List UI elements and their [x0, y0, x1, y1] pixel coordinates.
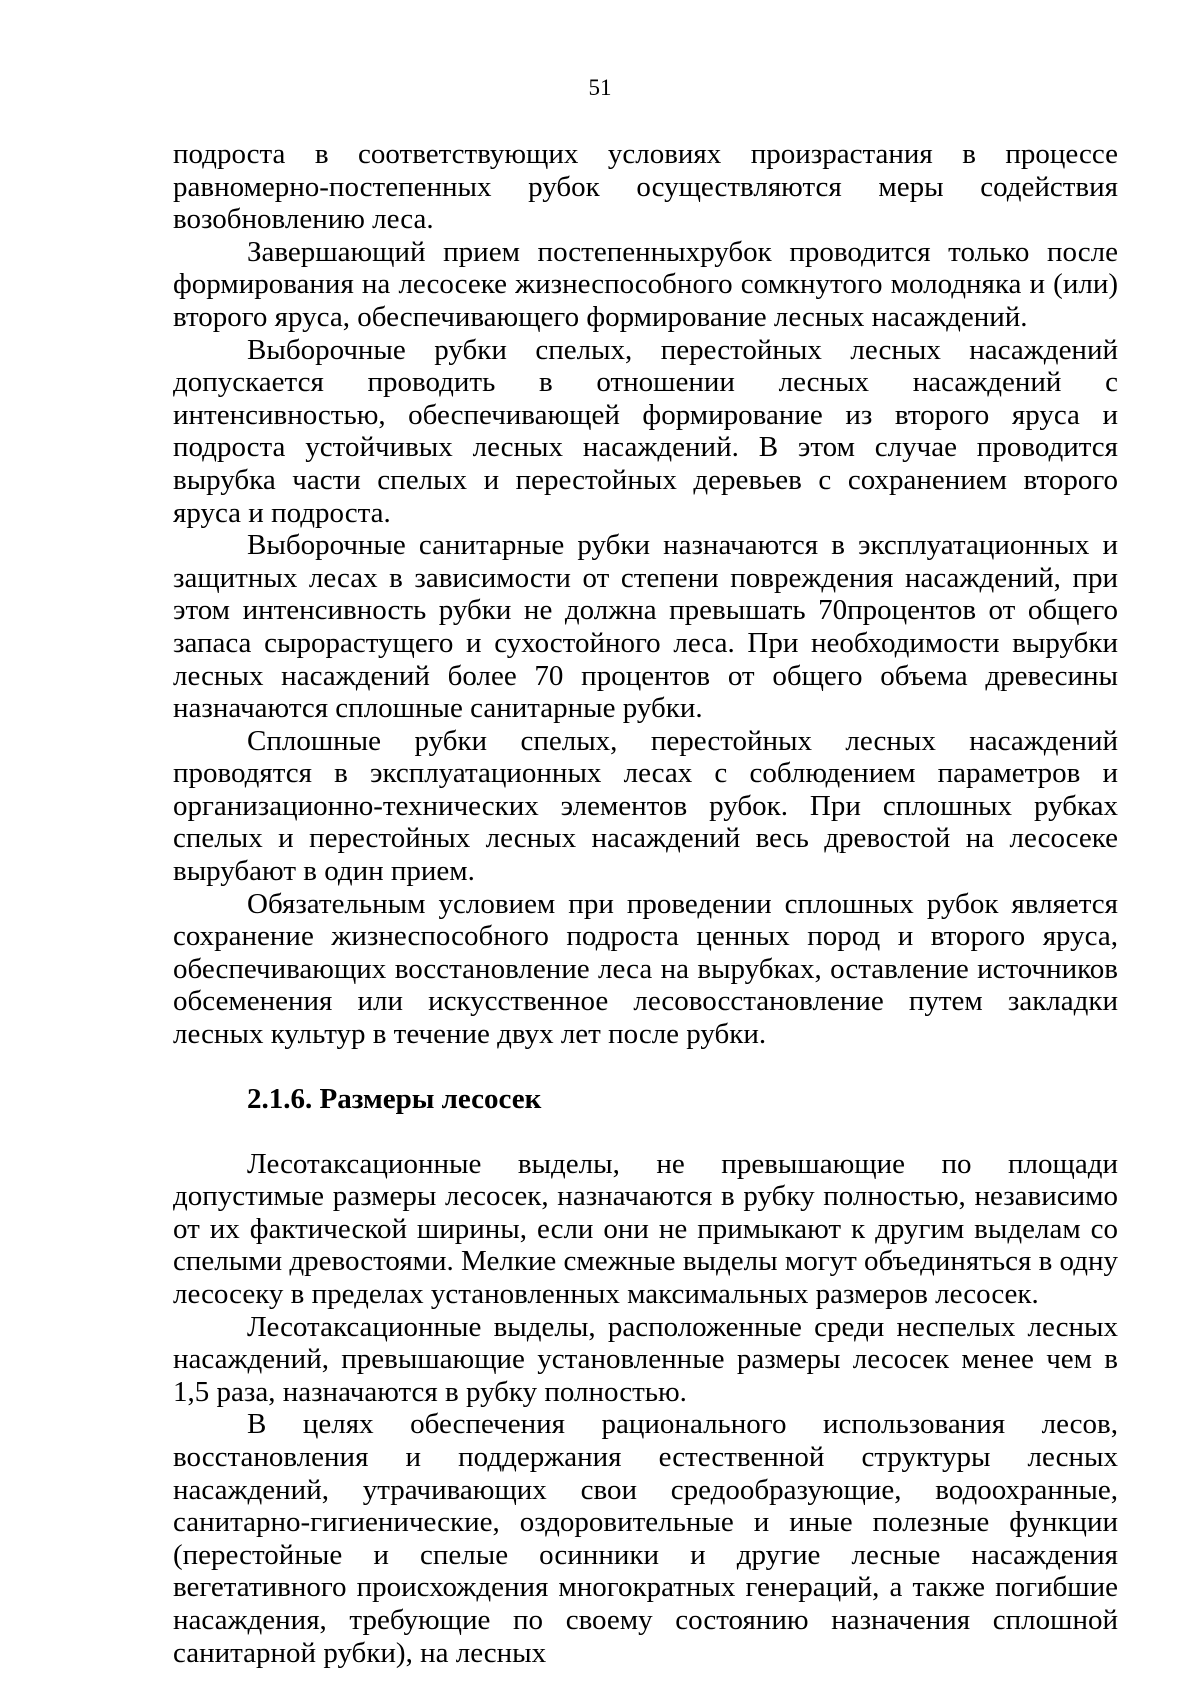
paragraph-continuation: подроста в соответствующих условиях произрастания в процессе равномерно-постепенных рубок осуществляются меры содействия возобновлению леса. — [173, 138, 1118, 236]
paragraph-clear-cuts: Сплошные рубки спелых, перестойных лесных насаждений проводятся в эксплуатационных лесах с соблюдением параметров и организационно-технических элементов рубок. При сплошных рубках спелых и перестойных лесных насаждений весь древостой на лесосеке вырубают в один прием. — [173, 724, 1118, 888]
paragraph-final-cut: Завершающий прием постепенныхрубок проводится только после формирования на лесосеке жизнеспособного сомкнутого молодняка и (или) второго яруса, обеспечивающего формирование лесных насаждений. — [173, 235, 1118, 333]
paragraph-plot-allotments: Лесотаксационные выделы, не превышающие по площади допустимые размеры лесосек, назначаются в рубку полностью, независимо от их фактической ширины, если они не примыкают к другим выделам со спелыми древостоями. Мелкие смежные выделы могут объединяться в одну лесосеку в пределах установленных максимальных размеров лесосек. — [173, 1147, 1118, 1310]
document-body — [173, 138, 1118, 1669]
section-heading: 2.1.6. Размеры лесосек — [247, 1082, 542, 1115]
paragraph-rational-use: В целях обеспечения рационального использования лесов, восстановления и поддержания естественной структуры лесных насаждений, утрачивающих свои средообразующие, водоохранные, санитарно-гигиенические, оздоровительные и иные полезные функции (перестойные и спелые осинники и другие лесные насаждения вегетативного происхождения многократных генераций, а также погибшие насаждения, требующие по своему состоянию назначения сплошной санитарной рубки), на лесных — [173, 1408, 1118, 1669]
paragraph-selective-cuts: Выборочные рубки спелых, перестойных лесных насаждений допускается проводить в отношении лесных насаждений с интенсивностью, обеспечивающей формирование из второго яруса и подроста устойчивых лесных насаждений. В этом случае проводится вырубка части спелых и перестойных деревьев с сохранением второго яруса и подроста. — [173, 333, 1118, 529]
paragraph-sanitary-cuts: Выборочные санитарные рубки назначаются в эксплуатационных и защитных лесах в зависимости от степени повреждения насаждений, при этом интенсивность рубки не должна превышать 70процентов от общего запаса сырорастущего и сухостойного леса. При необходимости вырубки лесных насаждений более 70 процентов от общего объема древесины назначаются сплошные санитарные рубки. — [173, 529, 1118, 725]
paragraph-unripe-stands: Лесотаксационные выделы, расположенные среди неспелых лесных насаждений, превышающие установленные размеры лесосек менее чем в 1,5 раза, назначаются в рубку полностью. — [173, 1310, 1118, 1408]
paragraph-mandatory-condition: Обязательным условием при проведении сплошных рубок является сохранение жизнеспособного подроста ценных пород и второго яруса, обеспечивающих восстановление леса на вырубках, оставление источников обсеменения или искусственное лесовосстановление путем закладки лесных культур в течение двух лет после рубки. — [173, 887, 1118, 1051]
page-number: 51 — [588, 75, 612, 100]
